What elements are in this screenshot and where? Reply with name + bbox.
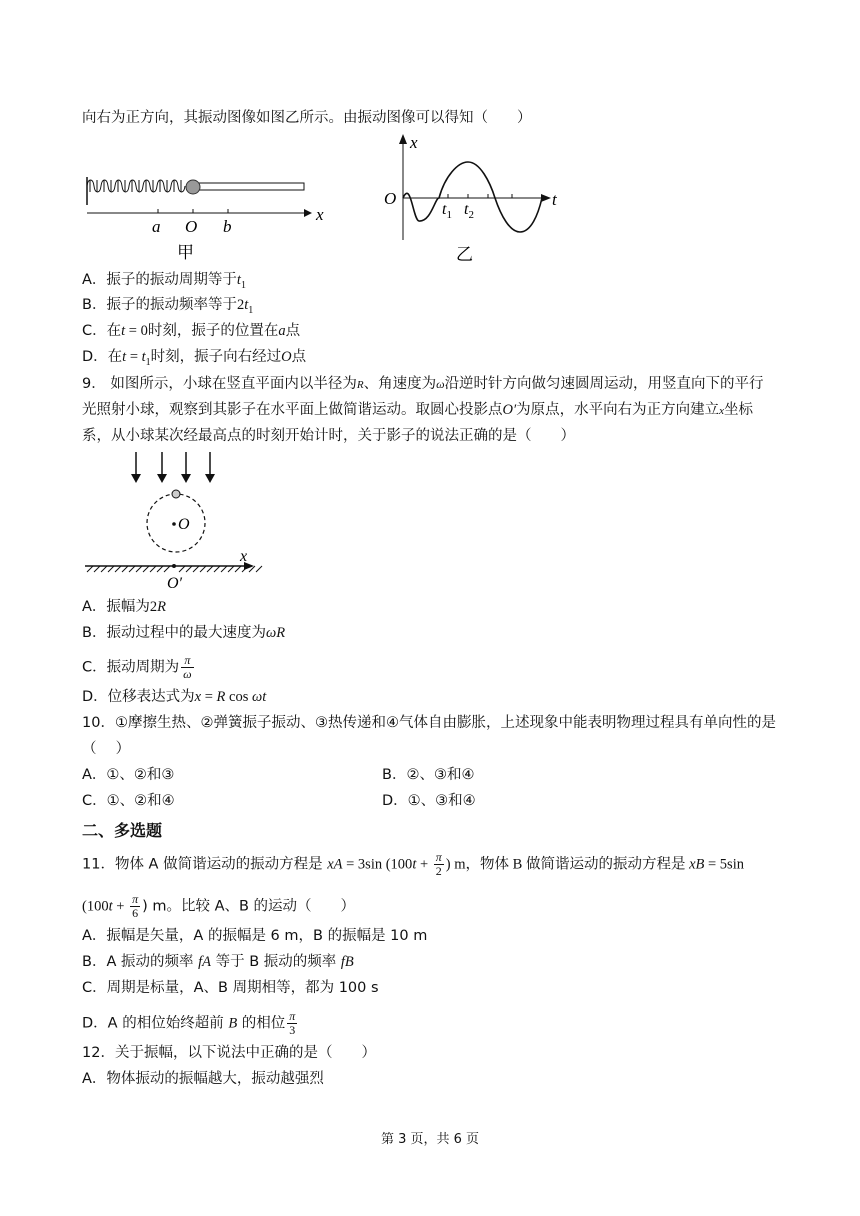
caption-jia: 甲 — [177, 243, 194, 262]
q8-intro: 向右为正方向，其振动图像如图乙所示。由振动图像可以得知（ ） — [82, 110, 532, 126]
graph-label-t2: $t_2$ — [464, 201, 474, 221]
q12-stem: 12．关于振幅，以下说法中正确的是（ ） — [82, 1045, 376, 1061]
page-footer: 第 3 页，共 6 页 — [380, 1132, 480, 1147]
small-ball — [172, 490, 180, 498]
q11-option-a: A．振幅是矢量，A 的振幅是 6 m，B 的振幅是 10 m — [82, 928, 428, 944]
q9-stem-line1: 9． 如图所示，小球在竖直平面内以半径为R、角速度为ω沿逆时针方向做匀速圆周运动，用竖直向下的平行 — [82, 376, 764, 392]
q10-stem-cont: （ ） — [82, 741, 131, 757]
circle-shadow-figure — [82, 450, 272, 590]
label-x: x — [316, 205, 324, 224]
label-O: O — [185, 217, 198, 236]
q9-option-b: B．振动过程中的最大速度为ωR — [82, 625, 286, 641]
q9-stem-line3: 系，从小球某次经最高点的时刻开始计时，关于影子的说法正确的是（ ） — [82, 428, 575, 444]
q10-option-b: B．②、③和④ — [382, 767, 475, 783]
guide-rod — [194, 183, 304, 190]
graph-label-t1: $t_1$ — [442, 201, 452, 221]
vibration-graph — [378, 130, 578, 265]
spring-coil — [87, 180, 185, 192]
label-O-prime: O′ — [167, 575, 183, 592]
q11-stem-line1: 11．物体 A 做简谐运动的振动方程是 xA = 3sin (100t + $\frac{\pi}{2}$ ) m，物体 B 做简谐运动的振动方程是 xB = 5sin — [82, 850, 744, 878]
graph-label-O: O — [384, 189, 397, 208]
q10-option-d: D．①、③和④ — [382, 793, 476, 809]
sine-curve — [403, 162, 542, 232]
q10-stem: 10．①摩擦生热、②弹簧振子振动、③热传递和④气体自由膨胀，上述现象中能表明物理过程具有单向性的是 — [82, 715, 776, 731]
dashed-orbit — [147, 494, 205, 552]
q9-option-a: A．振幅为2R — [82, 599, 167, 615]
q10-option-a: A．①、②和③ — [82, 767, 175, 783]
q9-option-c: C．振动周期为 $\frac{\pi}{\omega}$ — [82, 653, 192, 681]
q11-option-b: B．A 振动的频率 fA 等于 B 振动的频率 fB — [82, 954, 354, 970]
graph-label-t: t — [552, 190, 557, 209]
q10-option-c: C．①、②和④ — [82, 793, 175, 809]
q8-option-a: A．振子的振动周期等于$t_1$ — [82, 272, 246, 291]
caption-yi: 乙 — [456, 245, 473, 264]
label-O-center: O — [178, 516, 190, 533]
q9-option-d: D．位移表达式为x = R cos ωt — [82, 689, 267, 705]
q9-stem-line2: 光照射小球，观察到其影子在水平面上做简谐运动。取圆心投影点O′为原点，水平向右为正方向建立x坐标 — [82, 402, 754, 418]
spring-oscillator-figure — [82, 160, 332, 265]
label-a: a — [152, 217, 161, 236]
label-b: b — [223, 217, 232, 236]
q11-option-c: C．周期是标量，A、B 周期相等，都为 100 s — [82, 980, 379, 996]
q12-option-a: A．物体振动的振幅越大，振动越强烈 — [82, 1071, 324, 1087]
label-x-axis: x — [240, 548, 248, 565]
ball — [186, 180, 200, 194]
section-heading: 二、多选题 — [82, 821, 163, 840]
q11-stem-line2: (100t + $\frac{\pi}{6}$ ) m。比较 A、B 的运动（ ） — [82, 892, 356, 920]
q8-option-b: B．振子的振动频率等于$2t_1$ — [82, 297, 254, 316]
graph-label-x: x — [410, 133, 418, 152]
q11-option-d: D．A 的相位始终超前 B 的相位 $\frac{\pi}{3}$ — [82, 1009, 296, 1037]
q8-option-d: D．在$t = t_1$时刻，振子向右经过O点 — [82, 349, 307, 368]
q8-option-c: C．在t = 0时刻，振子的位置在a点 — [82, 323, 301, 339]
